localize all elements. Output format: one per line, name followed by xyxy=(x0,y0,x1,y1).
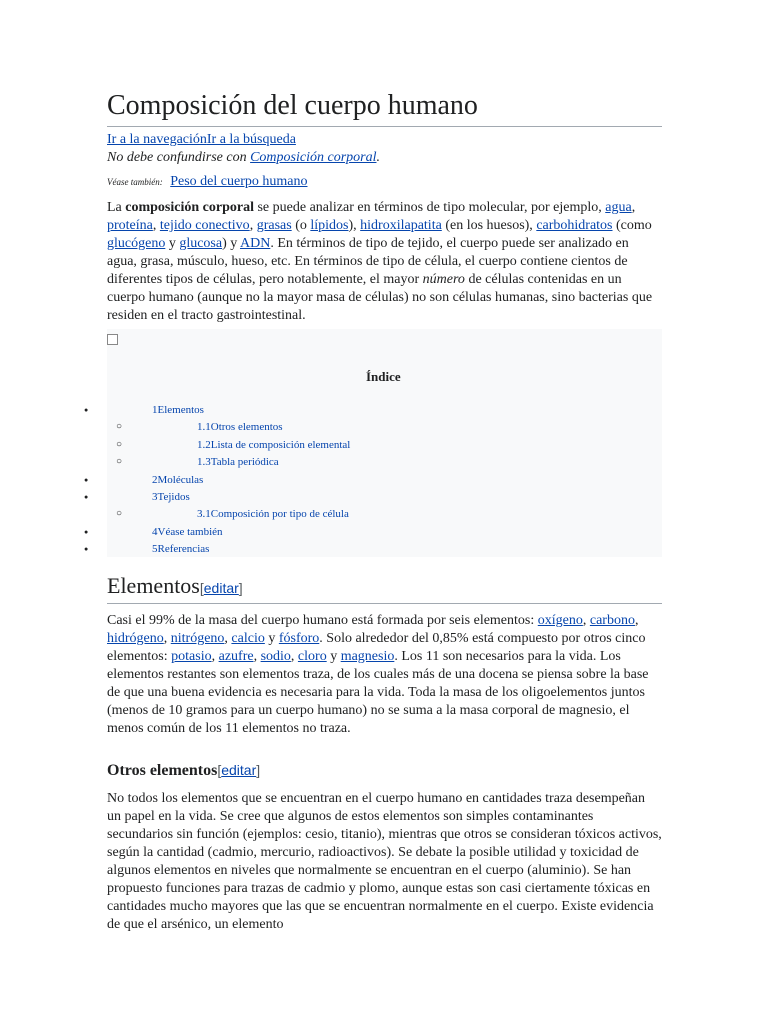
intro-text: . En términos de tipo de tejido, el cuerpo puede ser analizado en agua, grasa, músculo, hueso, etc. En términos de tipo de célula, el cuerpo contiene cientos de diferentes tipos de células, pero notablemente, el mayor xyxy=(107,236,629,287)
sep: ), xyxy=(348,218,361,233)
toc-item-number: 5 xyxy=(152,543,158,556)
para-text: Casi el 99% de la masa del cuerpo humano está formada por seis elementos: xyxy=(107,613,538,628)
hatnote-link[interactable]: Composición corporal xyxy=(250,150,377,165)
section-otros-elementos xyxy=(107,759,662,934)
sep: , xyxy=(631,200,636,215)
link-agua[interactable]: agua xyxy=(605,200,632,215)
sep: , xyxy=(152,218,160,233)
toc-item-text: Véase también xyxy=(157,525,223,538)
link-nitrogeno[interactable]: nitrógeno xyxy=(170,631,225,646)
toc-bullet-circle: ○ xyxy=(116,508,123,520)
toc-item-number: 3 xyxy=(152,491,158,503)
sep: , xyxy=(290,649,298,664)
sep: , xyxy=(634,613,639,628)
link-magnesio[interactable]: magnesio xyxy=(340,649,395,664)
link-oxigeno[interactable]: oxígeno xyxy=(537,613,583,628)
toc-item-number: 4 xyxy=(152,525,158,538)
toc-item-text: Composición por tipo de célula xyxy=(210,508,349,521)
toc-item[interactable] xyxy=(197,455,279,469)
see-also-label: Véase también: xyxy=(107,177,163,187)
edit-link[interactable]: editar xyxy=(203,580,239,596)
link-hidroxilapatita[interactable]: hidroxilapatita xyxy=(360,218,442,233)
toc-title: Índice xyxy=(366,369,401,384)
link-adn[interactable]: ADN xyxy=(239,236,271,251)
hatnote xyxy=(107,149,662,167)
edit-bracket-open: [ xyxy=(217,762,222,778)
toc-item-number: 1.1 xyxy=(197,421,211,434)
sep: y xyxy=(264,631,279,646)
link-calcio[interactable]: calcio xyxy=(231,631,265,646)
toc-item-number: 1.2 xyxy=(197,438,211,451)
hatnote-prefix: No debe confundirse con xyxy=(107,150,247,165)
sep: (como xyxy=(612,218,652,233)
toc-item[interactable] xyxy=(152,490,190,504)
page-title: Composición del cuerpo humano xyxy=(107,88,662,127)
toc-item[interactable] xyxy=(197,438,350,452)
see-also-link[interactable]: Peso del cuerpo humano xyxy=(170,174,308,189)
sep: y xyxy=(326,649,341,664)
toc-bullet-disc: ● xyxy=(84,527,89,536)
toc-item-text: Otros elementos xyxy=(210,421,283,434)
edit-bracket-close: ] xyxy=(256,762,261,778)
edit-link[interactable]: editar xyxy=(221,762,257,778)
sep: (o xyxy=(291,218,311,233)
link-tejido-conectivo[interactable]: tejido conectivo xyxy=(159,218,250,233)
toc-item-text: Tabla periódica xyxy=(210,456,279,469)
link-fosforo[interactable]: fósforo xyxy=(278,631,320,646)
toc-bullet-circle: ○ xyxy=(116,438,123,450)
link-hidrogeno[interactable]: hidrógeno xyxy=(107,631,164,646)
intro-text: se puede analizar en términos de tipo molecular, por ejemplo, xyxy=(253,200,606,215)
jump-to-navigation-link[interactable]: Ir a la navegación xyxy=(107,132,207,147)
link-carbohidratos[interactable]: carbohidratos xyxy=(536,218,613,233)
intro-text: La xyxy=(107,200,126,215)
sep: ) y xyxy=(222,236,240,251)
article-header xyxy=(107,88,662,325)
link-sodio[interactable]: sodio xyxy=(260,649,291,664)
toc-item[interactable] xyxy=(152,525,223,539)
toc-bullet-disc: ● xyxy=(84,493,89,501)
link-cloro[interactable]: cloro xyxy=(297,649,327,664)
toc-item-number: 1.3 xyxy=(197,456,211,469)
edit-section-link xyxy=(217,762,260,778)
toc-item-number: 2 xyxy=(152,473,158,486)
link-carbono[interactable]: carbono xyxy=(589,613,635,628)
link-lipidos[interactable]: lípidos xyxy=(310,218,349,233)
hatnote-suffix: . xyxy=(376,150,380,165)
toc-bullet-circle: ○ xyxy=(116,421,123,433)
link-proteina[interactable]: proteína xyxy=(107,218,153,233)
toc-item-text: Lista de composición elemental xyxy=(210,438,351,451)
toc-item-text: Referencias xyxy=(157,543,210,556)
toc-item-text: Elementos xyxy=(157,404,204,416)
section-heading xyxy=(107,572,662,604)
link-potasio[interactable]: potasio xyxy=(171,649,212,664)
section-elementos xyxy=(107,572,662,738)
toc-bullet-disc: ● xyxy=(84,545,89,554)
sep: , xyxy=(163,631,171,646)
toc-item[interactable] xyxy=(197,420,283,434)
edit-section-link xyxy=(200,580,243,596)
sep: , xyxy=(211,649,219,664)
toc-bullet-disc: ● xyxy=(84,475,89,484)
toc-toggle-checkbox[interactable] xyxy=(107,334,118,345)
sep: , xyxy=(253,649,261,664)
toc-item[interactable] xyxy=(152,473,203,487)
intro-italic: número xyxy=(422,272,465,287)
sep: (en los huesos), xyxy=(441,218,537,233)
link-glucosa[interactable]: glucosa xyxy=(179,236,223,251)
otros-paragraph: No todos los elementos que se encuentran en el cuerpo humano en cantidades traza desempeñan un papel en la vida. Se cree que algunos de estos elementos son simples contaminantes secundarios sin función (ejemplos: cesio, titanio), mientras que otros se consideran tóxicos activos, según la cantidad (cadmio, mercurio, radioactivos). Se debate la posible utilidad y toxicidad de algunos elementos en niveles que normalmente se encuentran en el cuerpo (aluminio). Se han propuesto funciones para trazas de cadmio y plomo, aunque estas son casi ciertamente tóxicas en cantidades mucho mayores que las que se encuentran normalmente en el cuerpo. Existe evidencia de que el arsénico, un elemento xyxy=(107,791,662,932)
intro-text: de células contenidas en un cuerpo humano (aunque no la mayor masa de células) no son células humanas, sino bacterias que residen en el tracto gastrointestinal. xyxy=(107,272,653,323)
edit-bracket-open: [ xyxy=(199,580,204,596)
link-glucogeno[interactable]: glucógeno xyxy=(107,236,166,251)
toc-item-text: Moléculas xyxy=(157,473,204,486)
toc-bullet-disc: ● xyxy=(84,406,89,414)
jump-to-search-link[interactable]: Ir a la búsqueda xyxy=(206,132,296,147)
section-heading-text: Elementos xyxy=(107,573,200,598)
sep: y xyxy=(165,236,180,251)
sep: , xyxy=(582,613,590,628)
para-text: . Los 11 son necesarios para la vida. Los elementos restantes son elementos traza, de los cuales más de una docena se piensa sobre la base de que una buena evidencia es necesaria para la vida. Toda la masa de los oligoelementos juntos (menos de 10 gramos para un cuerpo humano) no se suma a la masa corporal de magnesio, el menos común de los 11 elementos no traza. xyxy=(107,649,649,736)
toc-item-text: Tejidos xyxy=(157,491,190,503)
para-text: . Solo alrededor del 0,85% está compuesto por otros cinco elementos: xyxy=(107,631,646,664)
sep: , xyxy=(249,218,257,233)
link-azufre[interactable]: azufre xyxy=(218,649,254,664)
sep: , xyxy=(224,631,232,646)
elementos-paragraph xyxy=(107,612,662,738)
toc-box xyxy=(107,329,662,557)
link-grasas[interactable]: grasas xyxy=(256,218,292,233)
subsection-heading-text: Otros elementos xyxy=(107,762,218,779)
intro-bold-term: composición corporal xyxy=(125,200,254,215)
toc-bullet-circle: ○ xyxy=(116,456,123,468)
toc-item-number: 1 xyxy=(152,404,158,416)
intro-paragraph xyxy=(107,199,662,325)
edit-bracket-close: ] xyxy=(238,580,243,596)
toc-item[interactable] xyxy=(152,403,204,417)
jump-links xyxy=(107,131,662,149)
see-also-note xyxy=(107,173,662,191)
toc-item[interactable] xyxy=(152,542,209,556)
subsection-heading xyxy=(107,759,662,782)
toc-item[interactable] xyxy=(197,507,349,521)
toc-item-number: 3.1 xyxy=(197,508,211,521)
